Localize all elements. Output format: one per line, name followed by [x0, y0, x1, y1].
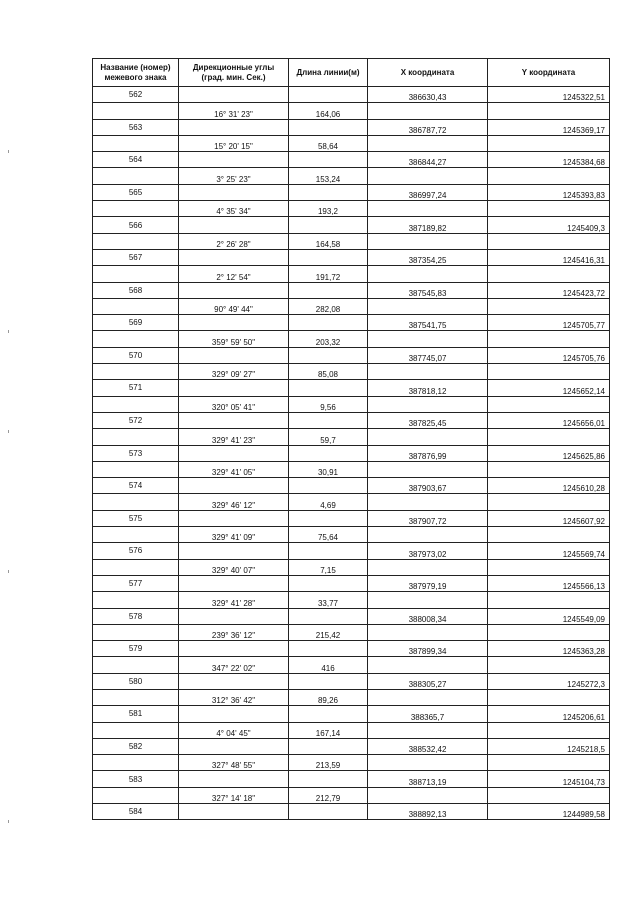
empty-cell [488, 527, 610, 543]
empty-cell [368, 787, 488, 803]
scan-mark [8, 150, 9, 153]
empty-cell [368, 722, 488, 738]
line-row [93, 364, 610, 380]
line-length-cell: 89,26 [289, 689, 368, 705]
x-coordinate-cell: 387903,67 [368, 478, 488, 494]
empty-cell [488, 559, 610, 575]
empty-cell [179, 738, 289, 754]
empty-cell [289, 738, 368, 754]
header-direction-angle: Дирекционные углы (град. мин. Сек.) [179, 59, 289, 87]
mark-name-cell: 576 [93, 543, 179, 559]
empty-cell [368, 624, 488, 640]
empty-cell [368, 135, 488, 151]
direction-angle-cell: 16° 31' 23" [179, 103, 289, 119]
boundary-marks-table [92, 58, 610, 820]
x-coordinate-cell: 387745,07 [368, 347, 488, 363]
empty-cell [368, 689, 488, 705]
y-coordinate-cell: 1245569,74 [488, 543, 610, 559]
empty-cell [179, 608, 289, 624]
y-coordinate-cell: 1245384,68 [488, 152, 610, 168]
point-row [93, 347, 610, 363]
direction-angle-cell: 320° 05' 41" [179, 396, 289, 412]
direction-angle-cell: 3° 25' 23" [179, 168, 289, 184]
x-coordinate-cell: 387899,34 [368, 641, 488, 657]
empty-cell [93, 461, 179, 477]
empty-cell [368, 657, 488, 673]
empty-cell [93, 527, 179, 543]
mark-name-cell: 572 [93, 412, 179, 428]
line-length-cell: 85,08 [289, 364, 368, 380]
line-row [93, 494, 610, 510]
y-coordinate-cell: 1245652,14 [488, 380, 610, 396]
y-coordinate-cell: 1245549,09 [488, 608, 610, 624]
empty-cell [368, 364, 488, 380]
mark-name-cell: 571 [93, 380, 179, 396]
empty-cell [93, 494, 179, 510]
empty-cell [368, 298, 488, 314]
x-coordinate-cell: 387354,25 [368, 249, 488, 265]
direction-angle-cell: 312° 36' 42" [179, 689, 289, 705]
mark-name-cell: 566 [93, 217, 179, 233]
empty-cell [488, 298, 610, 314]
point-row [93, 543, 610, 559]
line-row [93, 787, 610, 803]
empty-cell [488, 689, 610, 705]
x-coordinate-cell: 387973,02 [368, 543, 488, 559]
line-row [93, 396, 610, 412]
scan-mark [8, 430, 9, 433]
x-coordinate-cell: 387818,12 [368, 380, 488, 396]
empty-cell [93, 233, 179, 249]
direction-angle-cell: 2° 26' 28" [179, 233, 289, 249]
empty-cell [368, 396, 488, 412]
empty-cell [179, 87, 289, 103]
line-length-cell: 7,15 [289, 559, 368, 575]
empty-cell [368, 233, 488, 249]
empty-cell [368, 527, 488, 543]
point-row [93, 412, 610, 428]
direction-angle-cell: 347° 22' 02" [179, 657, 289, 673]
point-row [93, 771, 610, 787]
direction-angle-cell: 329° 41' 23" [179, 429, 289, 445]
x-coordinate-cell: 388713,19 [368, 771, 488, 787]
line-row [93, 298, 610, 314]
x-coordinate-cell: 388365,7 [368, 706, 488, 722]
point-row [93, 315, 610, 331]
line-row [93, 461, 610, 477]
line-length-cell: 282,08 [289, 298, 368, 314]
x-coordinate-cell: 387876,99 [368, 445, 488, 461]
line-row [93, 755, 610, 771]
empty-cell [93, 396, 179, 412]
empty-cell [93, 755, 179, 771]
y-coordinate-cell: 1245393,83 [488, 184, 610, 200]
point-row [93, 217, 610, 233]
mark-name-cell: 573 [93, 445, 179, 461]
empty-cell [289, 184, 368, 200]
mark-name-cell: 567 [93, 249, 179, 265]
x-coordinate-cell: 387541,75 [368, 315, 488, 331]
empty-cell [179, 217, 289, 233]
mark-name-cell: 582 [93, 738, 179, 754]
line-length-cell: 213,59 [289, 755, 368, 771]
empty-cell [289, 282, 368, 298]
point-row [93, 119, 610, 135]
x-coordinate-cell: 387979,19 [368, 575, 488, 591]
y-coordinate-cell: 1245625,86 [488, 445, 610, 461]
empty-cell [368, 331, 488, 347]
direction-angle-cell: 15° 20' 15" [179, 135, 289, 151]
empty-cell [488, 787, 610, 803]
empty-cell [488, 233, 610, 249]
empty-cell [368, 755, 488, 771]
empty-cell [368, 592, 488, 608]
line-length-cell: 167,14 [289, 722, 368, 738]
empty-cell [289, 152, 368, 168]
y-coordinate-cell: 1245218,5 [488, 738, 610, 754]
x-coordinate-cell: 388008,34 [368, 608, 488, 624]
empty-cell [289, 543, 368, 559]
line-row [93, 722, 610, 738]
header-mark-name: Название (номер) межевого знака [93, 59, 179, 87]
empty-cell [179, 347, 289, 363]
mark-name-cell: 584 [93, 804, 179, 820]
line-length-cell: 416 [289, 657, 368, 673]
empty-cell [179, 673, 289, 689]
empty-cell [289, 119, 368, 135]
empty-cell [179, 445, 289, 461]
x-coordinate-cell: 387189,82 [368, 217, 488, 233]
direction-angle-cell: 327° 48' 55" [179, 755, 289, 771]
x-coordinate-cell: 388892,13 [368, 804, 488, 820]
x-coordinate-cell: 386630,43 [368, 87, 488, 103]
y-coordinate-cell: 1245705,77 [488, 315, 610, 331]
empty-cell [368, 559, 488, 575]
line-row [93, 689, 610, 705]
direction-angle-cell: 327° 14' 18" [179, 787, 289, 803]
direction-angle-cell: 239° 36' 12" [179, 624, 289, 640]
empty-cell [93, 689, 179, 705]
empty-cell [289, 217, 368, 233]
line-row [93, 429, 610, 445]
empty-cell [488, 494, 610, 510]
empty-cell [289, 771, 368, 787]
empty-cell [93, 135, 179, 151]
mark-name-cell: 580 [93, 673, 179, 689]
y-coordinate-cell: 1245656,01 [488, 412, 610, 428]
header-x-coordinate: X координата [368, 59, 488, 87]
point-row [93, 282, 610, 298]
mark-name-cell: 574 [93, 478, 179, 494]
direction-angle-cell: 329° 40' 07" [179, 559, 289, 575]
line-length-cell: 58,64 [289, 135, 368, 151]
table-header-row [93, 59, 610, 87]
line-length-cell: 215,42 [289, 624, 368, 640]
empty-cell [289, 87, 368, 103]
y-coordinate-cell: 1245206,61 [488, 706, 610, 722]
empty-cell [179, 543, 289, 559]
direction-angle-cell: 329° 46' 12" [179, 494, 289, 510]
empty-cell [179, 380, 289, 396]
header-line-length: Длина линии(м) [289, 59, 368, 87]
point-row [93, 673, 610, 689]
line-row [93, 527, 610, 543]
line-length-cell: 164,06 [289, 103, 368, 119]
point-row [93, 184, 610, 200]
empty-cell [289, 641, 368, 657]
empty-cell [179, 315, 289, 331]
y-coordinate-cell: 1245272,3 [488, 673, 610, 689]
mark-name-cell: 568 [93, 282, 179, 298]
mark-name-cell: 565 [93, 184, 179, 200]
empty-cell [179, 184, 289, 200]
mark-name-cell: 579 [93, 641, 179, 657]
scan-mark [8, 820, 9, 823]
y-coordinate-cell: 1245423,72 [488, 282, 610, 298]
point-row [93, 804, 610, 820]
empty-cell [93, 722, 179, 738]
point-row [93, 478, 610, 494]
y-coordinate-cell: 1245566,13 [488, 575, 610, 591]
mark-name-cell: 563 [93, 119, 179, 135]
empty-cell [488, 429, 610, 445]
y-coordinate-cell: 1245409,3 [488, 217, 610, 233]
line-row [93, 103, 610, 119]
empty-cell [179, 282, 289, 298]
scan-mark [8, 330, 9, 333]
mark-name-cell: 570 [93, 347, 179, 363]
mark-name-cell: 564 [93, 152, 179, 168]
line-length-cell: 153,24 [289, 168, 368, 184]
empty-cell [93, 201, 179, 217]
empty-cell [93, 657, 179, 673]
empty-cell [289, 445, 368, 461]
empty-cell [93, 592, 179, 608]
empty-cell [289, 315, 368, 331]
empty-cell [368, 494, 488, 510]
empty-cell [179, 119, 289, 135]
line-length-cell: 30,91 [289, 461, 368, 477]
empty-cell [93, 168, 179, 184]
line-length-cell: 212,79 [289, 787, 368, 803]
direction-angle-cell: 329° 41' 09" [179, 527, 289, 543]
direction-angle-cell: 329° 41' 28" [179, 592, 289, 608]
empty-cell [93, 298, 179, 314]
empty-cell [93, 624, 179, 640]
line-row [93, 624, 610, 640]
empty-cell [368, 168, 488, 184]
empty-cell [488, 461, 610, 477]
empty-cell [488, 331, 610, 347]
x-coordinate-cell: 387545,83 [368, 282, 488, 298]
line-row [93, 592, 610, 608]
y-coordinate-cell: 1245705,76 [488, 347, 610, 363]
line-length-cell: 75,64 [289, 527, 368, 543]
line-row [93, 331, 610, 347]
empty-cell [179, 412, 289, 428]
point-row [93, 608, 610, 624]
empty-cell [368, 201, 488, 217]
point-row [93, 87, 610, 103]
line-length-cell: 59,7 [289, 429, 368, 445]
empty-cell [488, 396, 610, 412]
empty-cell [289, 673, 368, 689]
empty-cell [93, 559, 179, 575]
empty-cell [289, 380, 368, 396]
line-length-cell: 9,56 [289, 396, 368, 412]
empty-cell [289, 249, 368, 265]
point-row [93, 249, 610, 265]
y-coordinate-cell: 1245363,28 [488, 641, 610, 657]
mark-name-cell: 575 [93, 510, 179, 526]
mark-name-cell: 578 [93, 608, 179, 624]
empty-cell [93, 429, 179, 445]
direction-angle-cell: 329° 09' 27" [179, 364, 289, 380]
point-row [93, 380, 610, 396]
empty-cell [488, 168, 610, 184]
y-coordinate-cell: 1245322,51 [488, 87, 610, 103]
y-coordinate-cell: 1245416,31 [488, 249, 610, 265]
line-length-cell: 164,58 [289, 233, 368, 249]
empty-cell [179, 478, 289, 494]
line-row [93, 559, 610, 575]
direction-angle-cell: 359° 59' 50" [179, 331, 289, 347]
empty-cell [93, 787, 179, 803]
empty-cell [488, 722, 610, 738]
line-row [93, 201, 610, 217]
mark-name-cell: 581 [93, 706, 179, 722]
mark-name-cell: 569 [93, 315, 179, 331]
point-row [93, 152, 610, 168]
line-length-cell: 191,72 [289, 266, 368, 282]
empty-cell [289, 608, 368, 624]
x-coordinate-cell: 387825,45 [368, 412, 488, 428]
empty-cell [488, 592, 610, 608]
x-coordinate-cell: 386787,72 [368, 119, 488, 135]
scan-mark [8, 570, 9, 573]
empty-cell [488, 755, 610, 771]
line-length-cell: 33,77 [289, 592, 368, 608]
table-body [93, 87, 610, 820]
line-length-cell: 203,32 [289, 331, 368, 347]
empty-cell [488, 657, 610, 673]
line-row [93, 168, 610, 184]
point-row [93, 706, 610, 722]
empty-cell [179, 771, 289, 787]
y-coordinate-cell: 1245607,92 [488, 510, 610, 526]
line-row [93, 233, 610, 249]
empty-cell [289, 510, 368, 526]
x-coordinate-cell: 386844,27 [368, 152, 488, 168]
line-row [93, 135, 610, 151]
direction-angle-cell: 2° 12' 54" [179, 266, 289, 282]
empty-cell [179, 641, 289, 657]
point-row [93, 641, 610, 657]
empty-cell [289, 412, 368, 428]
empty-cell [179, 706, 289, 722]
empty-cell [179, 804, 289, 820]
empty-cell [93, 103, 179, 119]
empty-cell [488, 364, 610, 380]
mark-name-cell: 577 [93, 575, 179, 591]
line-row [93, 657, 610, 673]
empty-cell [368, 461, 488, 477]
empty-cell [488, 266, 610, 282]
y-coordinate-cell: 1245610,28 [488, 478, 610, 494]
empty-cell [93, 364, 179, 380]
x-coordinate-cell: 388532,42 [368, 738, 488, 754]
point-row [93, 738, 610, 754]
empty-cell [368, 266, 488, 282]
direction-angle-cell: 90° 49' 44" [179, 298, 289, 314]
direction-angle-cell: 4° 04' 45" [179, 722, 289, 738]
line-length-cell: 4,69 [289, 494, 368, 510]
empty-cell [179, 510, 289, 526]
header-y-coordinate: Y координата [488, 59, 610, 87]
empty-cell [179, 152, 289, 168]
empty-cell [179, 249, 289, 265]
x-coordinate-cell: 386997,24 [368, 184, 488, 200]
empty-cell [179, 575, 289, 591]
empty-cell [488, 624, 610, 640]
empty-cell [289, 575, 368, 591]
empty-cell [93, 266, 179, 282]
y-coordinate-cell: 1244989,58 [488, 804, 610, 820]
empty-cell [289, 804, 368, 820]
line-row [93, 266, 610, 282]
x-coordinate-cell: 388305,27 [368, 673, 488, 689]
direction-angle-cell: 4° 35' 34" [179, 201, 289, 217]
empty-cell [93, 331, 179, 347]
direction-angle-cell: 329° 41' 05" [179, 461, 289, 477]
empty-cell [368, 103, 488, 119]
x-coordinate-cell: 387907,72 [368, 510, 488, 526]
empty-cell [488, 135, 610, 151]
mark-name-cell: 583 [93, 771, 179, 787]
line-length-cell: 193,2 [289, 201, 368, 217]
empty-cell [488, 201, 610, 217]
empty-cell [289, 478, 368, 494]
y-coordinate-cell: 1245369,17 [488, 119, 610, 135]
empty-cell [289, 347, 368, 363]
empty-cell [368, 429, 488, 445]
point-row [93, 445, 610, 461]
mark-name-cell: 562 [93, 87, 179, 103]
y-coordinate-cell: 1245104,73 [488, 771, 610, 787]
empty-cell [289, 706, 368, 722]
empty-cell [488, 103, 610, 119]
point-row [93, 510, 610, 526]
point-row [93, 575, 610, 591]
